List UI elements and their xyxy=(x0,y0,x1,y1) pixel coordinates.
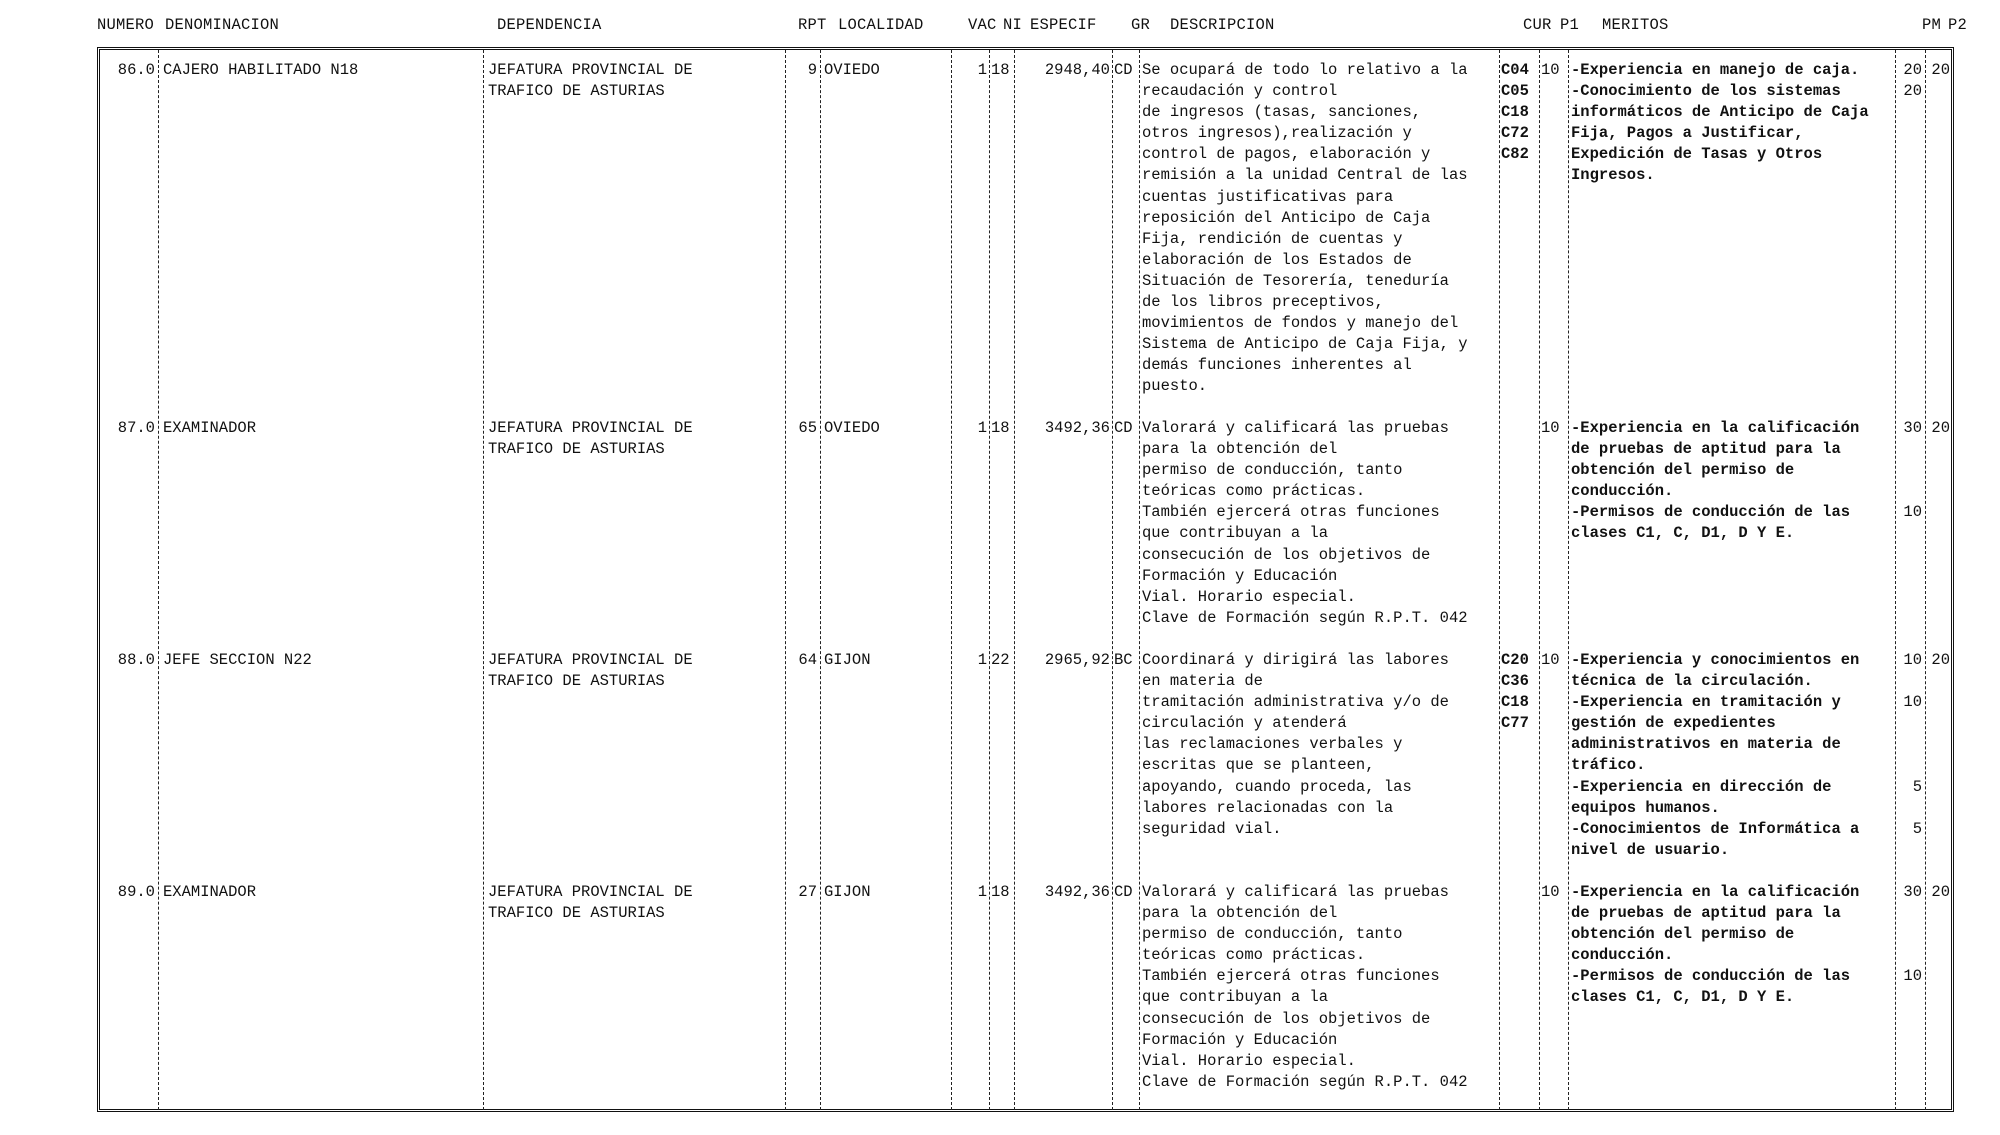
gr-cell: CD xyxy=(1114,419,1133,437)
header-dependencia: DEPENDENCIA xyxy=(497,16,602,34)
column-divider xyxy=(1139,50,1140,1110)
meritos-cell: -Experiencia y conocimientos en técnica de la circulación. -Experiencia en tramitación y gestión de expedientes administrativos en materia de tráfico. -Experiencia en dirección de equipos humanos. -Conocimientos de Informática a nivel de usuario. xyxy=(1571,651,1860,859)
descripcion-cell: Valorará y calificará las pruebas para la obtención del permiso de conducción, tanto teóricas como prácticas. También ejercerá otras funciones que contribuyan a la consecución de los objetivos de Formación y Educación Vial. Horario especial. Clave de Formación según R.P.T. 042 xyxy=(1142,419,1468,627)
ni-cell: 22 xyxy=(991,651,1010,669)
numero-cell: 87.0 xyxy=(117,419,155,437)
p1-cell: 10 xyxy=(1541,61,1560,79)
gr-cell: CD xyxy=(1114,61,1133,79)
denominacion-cell: CAJERO HABILITADO N18 xyxy=(163,61,359,79)
header-meritos: MERITOS xyxy=(1602,16,1669,34)
p2-cell: 20 xyxy=(1931,419,1950,437)
column-divider xyxy=(483,50,484,1110)
numero-cell: 88.0 xyxy=(117,651,155,669)
meritos-cell: -Experiencia en la calificación de pruebas de aptitud para la obtención del permiso de conducción. -Permisos de conducción de las clases C1, C, D1, D Y E. xyxy=(1571,419,1860,543)
header-ni: NI xyxy=(1003,16,1023,34)
dependencia-cell: JEFATURA PROVINCIAL DE TRAFICO DE ASTURIAS xyxy=(488,61,693,101)
column-divider xyxy=(989,50,990,1110)
ni-cell: 18 xyxy=(991,61,1010,79)
especif-cell: 2965,92 xyxy=(1044,651,1110,669)
descripcion-cell: Coordinará y dirigirá las labores en materia de tramitación administrativa y/o de circulación y atenderá las reclamaciones verbales y escritas que se planteen, apoyando, cuando proceda, las labores relacionadas con la seguridad vial. xyxy=(1142,651,1449,838)
header-p2: P2 xyxy=(1948,16,1968,34)
header-especif: ESPECIF xyxy=(1030,16,1097,34)
numero-cell: 89.0 xyxy=(117,883,155,901)
localidad-cell: OVIEDO xyxy=(824,419,880,437)
rpt-cell: 27 xyxy=(798,883,817,901)
especif-cell: 2948,40 xyxy=(1044,61,1110,79)
p1-cell: 10 xyxy=(1541,651,1560,669)
especif-cell: 3492,36 xyxy=(1044,419,1110,437)
column-divider xyxy=(158,50,159,1110)
localidad-cell: GIJON xyxy=(824,883,871,901)
localidad-cell: GIJON xyxy=(824,651,871,669)
p1-cell: 10 xyxy=(1541,419,1560,437)
vac-cell: 1 xyxy=(977,883,987,901)
p2-cell: 20 xyxy=(1931,61,1950,79)
meritos-cell: -Experiencia en manejo de caja. -Conocimiento de los sistemas informáticos de Anticipo de Caja Fija, Pagos a Justificar, Expedición de Tasas y Otros Ingresos. xyxy=(1571,61,1869,185)
pm-cell: 30 10 xyxy=(1903,419,1922,522)
column-divider xyxy=(951,50,952,1110)
vac-cell: 1 xyxy=(977,651,987,669)
pm-cell: 30 10 xyxy=(1903,883,1922,986)
header-p1: P1 xyxy=(1560,16,1580,34)
column-divider xyxy=(820,50,821,1110)
localidad-cell: OVIEDO xyxy=(824,61,880,79)
descripcion-cell: Valorará y calificará las pruebas para la obtención del permiso de conducción, tanto teóricas como prácticas. También ejercerá otras funciones que contribuyan a la consecución de los objetivos de Formación y Educación Vial. Horario especial. Clave de Formación según R.P.T. 042 xyxy=(1142,883,1468,1091)
column-divider xyxy=(1568,50,1569,1110)
p2-cell: 20 xyxy=(1931,651,1950,669)
meritos-cell: -Experiencia en la calificación de pruebas de aptitud para la obtención del permiso de conducción. -Permisos de conducción de las clases C1, C, D1, D Y E. xyxy=(1571,883,1860,1007)
p2-cell: 20 xyxy=(1931,883,1950,901)
pm-cell: 10 10 5 5 xyxy=(1903,651,1922,838)
rpt-cell: 9 xyxy=(807,61,817,79)
pm-cell: 20 20 xyxy=(1903,61,1922,101)
header-pm: PM xyxy=(1922,16,1942,34)
vac-cell: 1 xyxy=(977,419,987,437)
header-rpt: RPT xyxy=(798,16,827,34)
denominacion-cell: JEFE SECCION N22 xyxy=(163,651,312,669)
especif-cell: 3492,36 xyxy=(1044,883,1110,901)
header-cur: CUR xyxy=(1523,16,1552,34)
dependencia-cell: JEFATURA PROVINCIAL DE TRAFICO DE ASTURIAS xyxy=(488,883,693,923)
column-divider xyxy=(1112,50,1113,1110)
column-divider xyxy=(1925,50,1926,1110)
gr-cell: BC xyxy=(1114,651,1133,669)
column-divider xyxy=(785,50,786,1110)
dependencia-cell: JEFATURA PROVINCIAL DE TRAFICO DE ASTURIAS xyxy=(488,419,693,459)
column-divider xyxy=(1499,50,1500,1110)
descripcion-cell: Se ocupará de todo lo relativo a la recaudación y control de ingresos (tasas, sanciones, otros ingresos),realización y control de pagos, elaboración y remisión a la unidad Central de las cuentas justificativas para reposición del Anticipo de Caja Fija, rendición de cuentas y elaboración de los Estados de Situación de Tesorería, teneduría de los libros preceptivos, movimientos de fondos y manejo del Sistema de Anticipo de Caja Fija, y demás funciones inherentes al puesto. xyxy=(1142,61,1468,396)
cur-cell: C04 C05 C18 C72 C82 xyxy=(1501,61,1529,164)
dependencia-cell: JEFATURA PROVINCIAL DE TRAFICO DE ASTURIAS xyxy=(488,651,693,691)
denominacion-cell: EXAMINADOR xyxy=(163,883,257,901)
header-gr: GR xyxy=(1131,16,1151,34)
rpt-cell: 65 xyxy=(798,419,817,437)
column-divider xyxy=(1014,50,1015,1110)
header-localidad: LOCALIDAD xyxy=(838,16,924,34)
column-divider xyxy=(1539,50,1540,1110)
vac-cell: 1 xyxy=(977,61,987,79)
ni-cell: 18 xyxy=(991,419,1010,437)
p1-cell: 10 xyxy=(1541,883,1560,901)
header-vac: VAC xyxy=(968,16,997,34)
gr-cell: CD xyxy=(1114,883,1133,901)
header-numero: NUMERO xyxy=(97,16,155,34)
denominacion-cell: EXAMINADOR xyxy=(163,419,257,437)
rpt-cell: 64 xyxy=(798,651,817,669)
numero-cell: 86.0 xyxy=(117,61,155,79)
cur-cell: C20 C36 C18 C77 xyxy=(1501,651,1529,733)
ni-cell: 18 xyxy=(991,883,1010,901)
header-denominacion: DENOMINACION xyxy=(165,16,280,34)
header-descripcion: DESCRIPCION xyxy=(1170,16,1275,34)
